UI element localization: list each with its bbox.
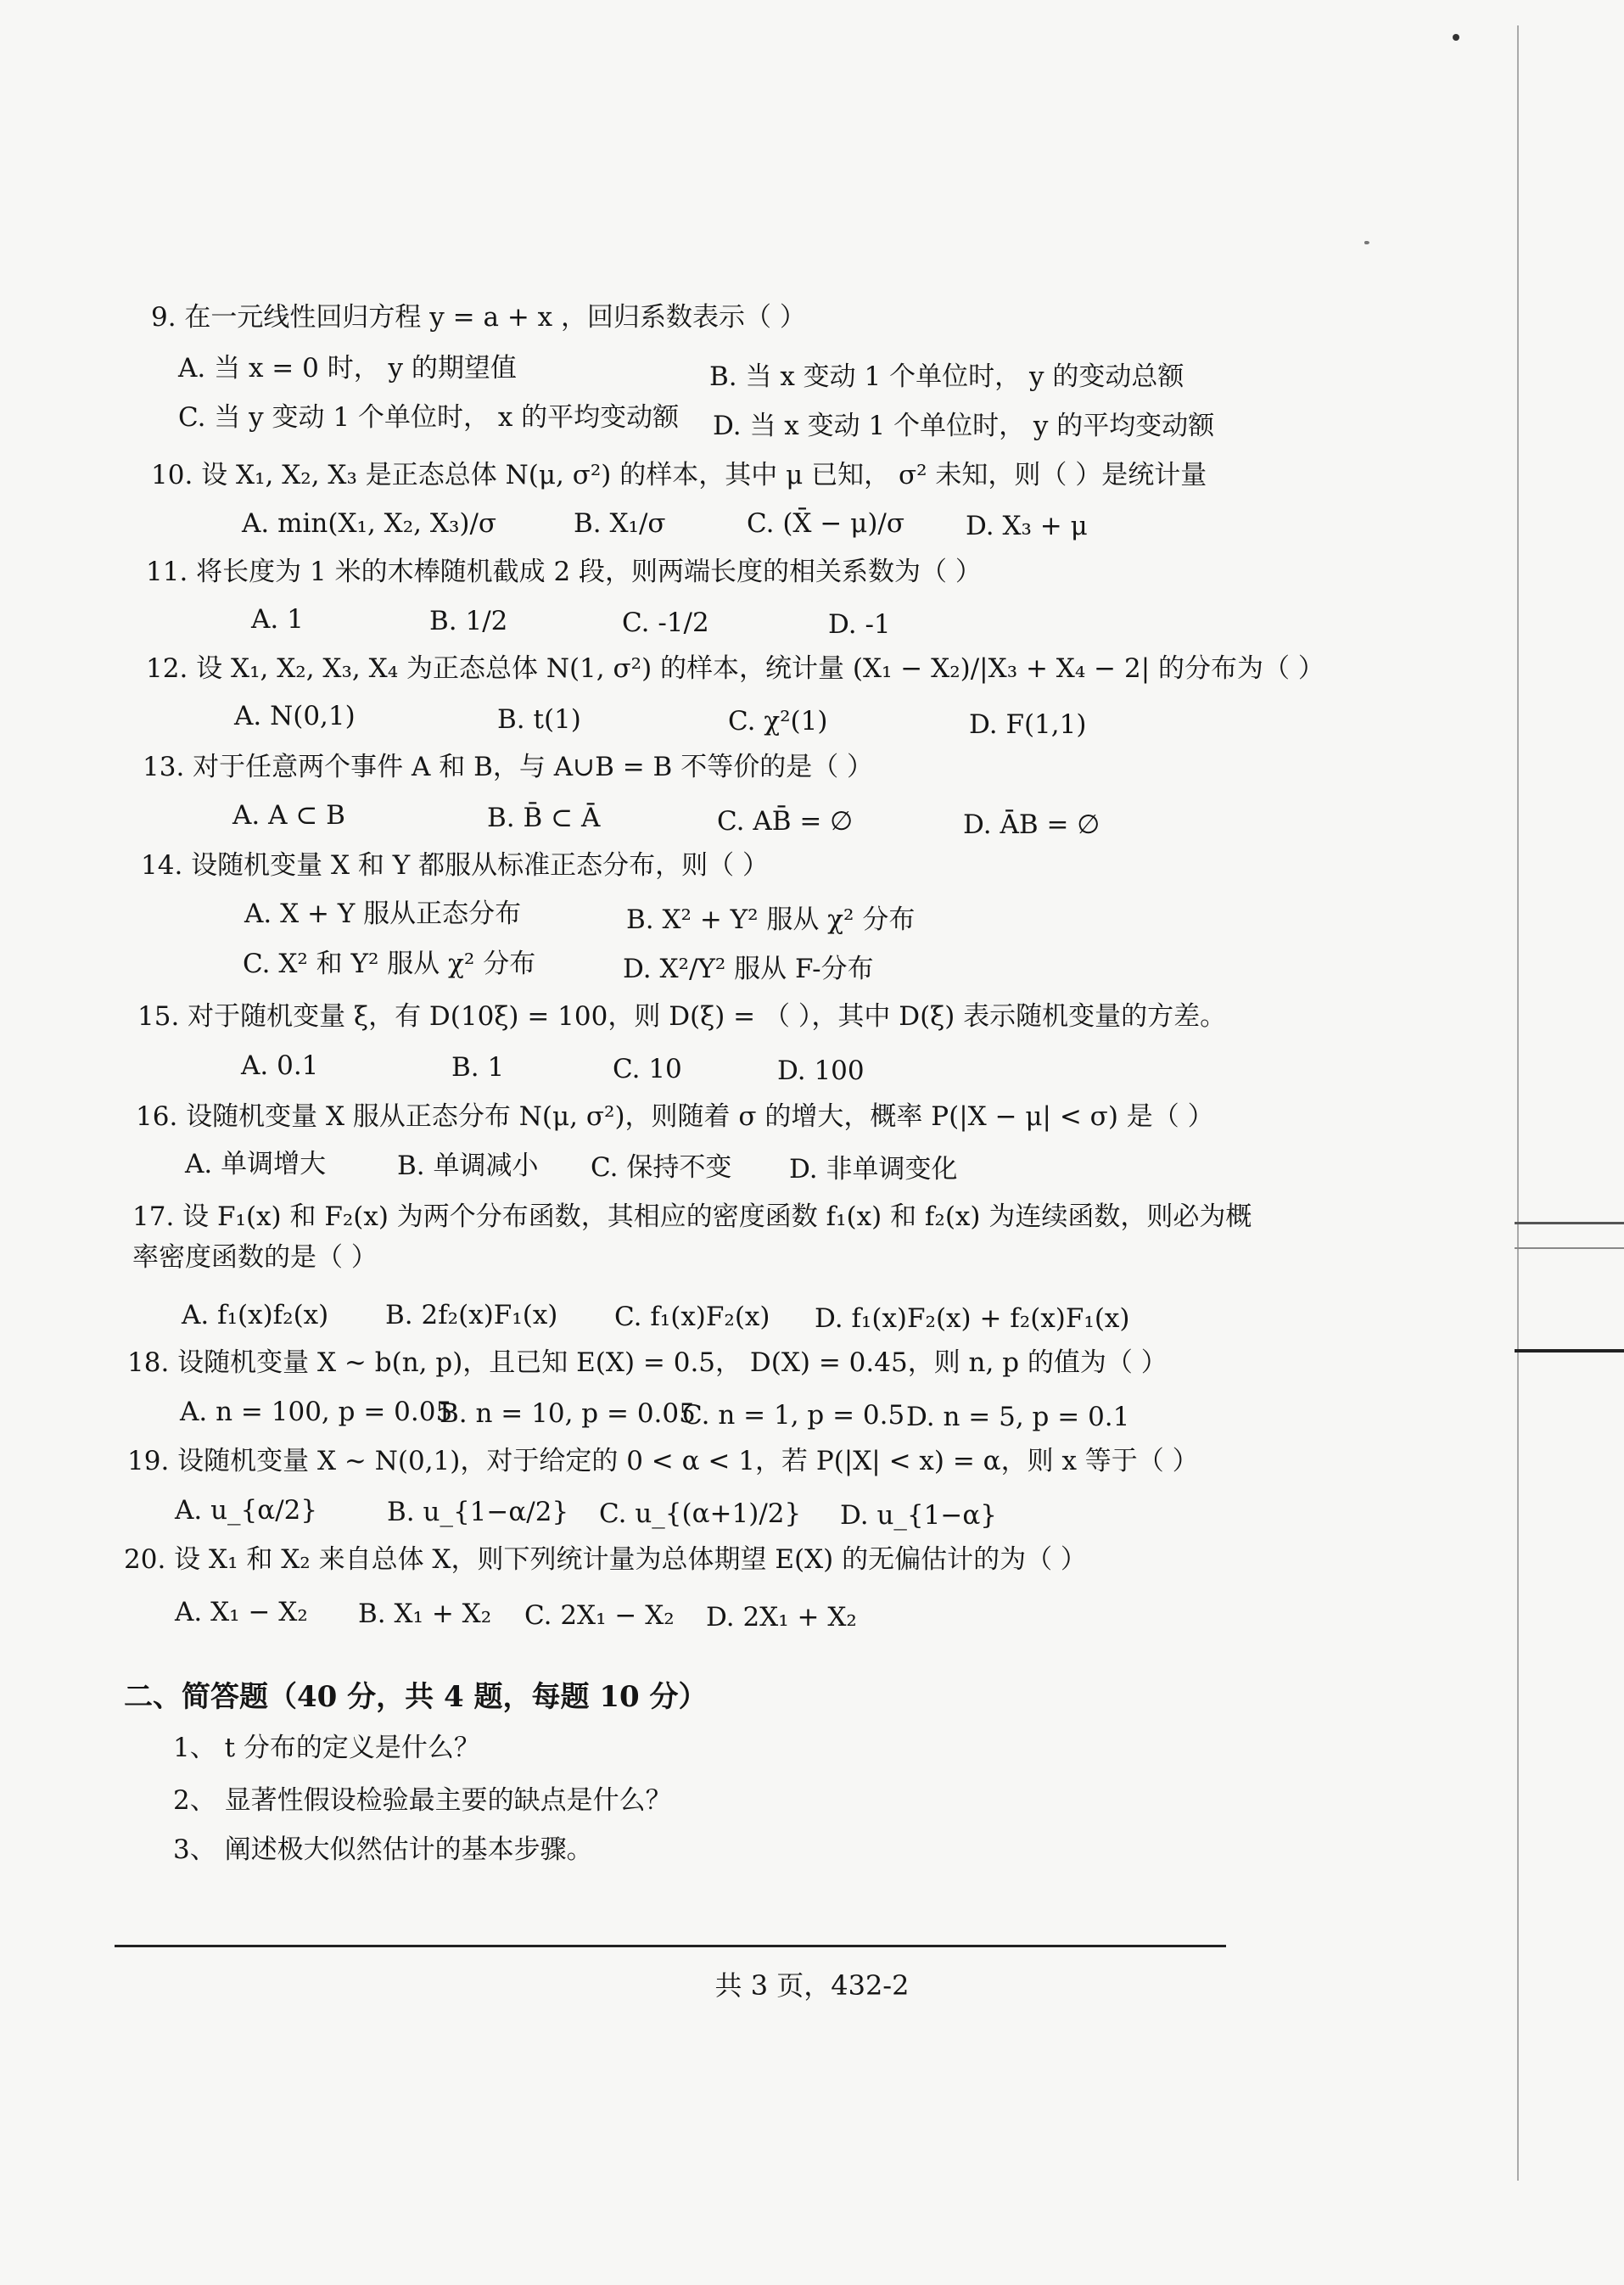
question-10-option-d: D. X₃ + μ — [966, 511, 1088, 541]
short-answer-2: 2、 显著性假设检验最主要的缺点是什么？ — [173, 1785, 672, 1816]
question-15-option-c: C. 10 — [613, 1054, 682, 1084]
question-9-option-c: C. 当 y 变动 1 个单位时， x 的平均变动额 — [178, 402, 680, 433]
question-14-option-b: B. X² + Y² 服从 χ² 分布 — [626, 904, 916, 935]
question-15-option-d: D. 100 — [777, 1056, 865, 1086]
question-18-option-d: D. n = 5, p = 0.1 — [906, 1402, 1130, 1432]
question-12-option-d: D. F(1,1) — [969, 709, 1087, 740]
question-15-stem: 15. 对于随机变量 ξ，有 D(10ξ) = 100，则 D(ξ) = （ ），其中 D(ξ) 表示随机变量的方差。 — [137, 1001, 1227, 1032]
question-13-stem: 13. 对于任意两个事件 A 和 B，与 A∪B = B 不等价的是（ ） — [143, 752, 874, 782]
question-13-option-d: D. ĀB = ∅ — [963, 809, 1100, 840]
question-10-option-b: B. X₁/σ — [574, 508, 666, 539]
question-11-option-d: D. -1 — [828, 609, 891, 640]
question-9-option-d: D. 当 x 变动 1 个单位时， y 的平均变动额 — [713, 411, 1215, 441]
question-18-stem: 18. 设随机变量 X ~ b(n, p)，且已知 E(X) = 0.5， D(X) = 0.45，则 n, p 的值为（ ） — [127, 1347, 1168, 1378]
question-11-option-a: A. 1 — [251, 604, 304, 635]
question-9-stem: 9. 在一元线性回归方程 y = a + x ，回归系数表示（ ） — [151, 302, 806, 333]
question-14-stem: 14. 设随机变量 X 和 Y 都服从标准正态分布，则（ ） — [141, 850, 769, 881]
scan-edge-line — [1517, 25, 1519, 2181]
question-19-option-a: A. u_{α/2} — [175, 1495, 318, 1526]
scan-mark — [1515, 1349, 1624, 1353]
question-9-option-b: B. 当 x 变动 1 个单位时， y 的变动总额 — [709, 361, 1184, 392]
question-17-option-b: B. 2f₂(x)F₁(x) — [385, 1300, 558, 1330]
question-20-option-c: C. 2X₁ − X₂ — [524, 1600, 675, 1631]
question-19-stem: 19. 设随机变量 X ~ N(0,1)，对于给定的 0 < α < 1，若 P(|X| < x) = α，则 x 等于（ ） — [127, 1446, 1199, 1476]
scan-speck — [1364, 241, 1368, 244]
question-17-stem: 17. 设 F₁(x) 和 F₂(x) 为两个分布函数，其相应的密度函数 f₁(x) 和 f₂(x) 为连续函数，则必为概 — [132, 1201, 1252, 1232]
question-16-stem: 16. 设随机变量 X 服从正态分布 N(μ, σ²)，则随着 σ 的增大，概率 P(|X − μ| < σ) 是（ ） — [136, 1101, 1214, 1132]
question-11-option-b: B. 1/2 — [429, 606, 508, 636]
question-12-option-b: B. t(1) — [497, 704, 581, 735]
question-13-option-a: A. A ⊂ B — [232, 800, 345, 831]
question-12-option-a: A. N(0,1) — [234, 701, 356, 731]
question-12-option-c: C. χ²(1) — [728, 706, 828, 736]
question-10-option-a: A. min(X₁, X₂, X₃)/σ — [242, 508, 497, 539]
question-20-option-a: A. X₁ − X₂ — [175, 1597, 308, 1627]
question-19-option-b: B. u_{1−α/2} — [387, 1497, 569, 1527]
question-18-option-c: C. n = 1, p = 0.5 — [682, 1400, 905, 1431]
question-12-stem: 12. 设 X₁, X₂, X₃, X₄ 为正态总体 N(1, σ²) 的样本，统计量 (X₁ − X₂)/|X₃ + X₄ − 2| 的分布为（ ） — [146, 653, 1324, 684]
question-14-option-d: D. X²/Y² 服从 F-分布 — [623, 954, 874, 984]
question-10-option-c: C. (X̄ − μ)/σ — [747, 508, 905, 539]
footer-divider — [115, 1945, 1226, 1947]
question-19-option-c: C. u_{(α+1)/2} — [599, 1498, 802, 1529]
question-20-stem: 20. 设 X₁ 和 X₂ 来自总体 X，则下列统计量为总体期望 E(X) 的无偏估计的为（ ） — [124, 1544, 1087, 1575]
question-16-option-c: C. 保持不变 — [591, 1152, 732, 1183]
question-18-option-b: B. n = 10, p = 0.05 — [440, 1398, 696, 1429]
scan-mark — [1515, 1247, 1624, 1249]
question-13-option-b: B. B̄ ⊂ Ā — [487, 803, 601, 833]
question-17-stem-continued: 率密度函数的是（ ） — [132, 1242, 378, 1273]
question-11-stem: 11. 将长度为 1 米的木棒随机截成 2 段，则两端长度的相关系数为（ ） — [146, 557, 982, 587]
question-15-option-b: B. 1 — [451, 1052, 505, 1083]
scan-mark — [1515, 1222, 1624, 1224]
question-19-option-d: D. u_{1−α} — [840, 1500, 998, 1531]
question-17-option-d: D. f₁(x)F₂(x) + f₂(x)F₁(x) — [815, 1303, 1130, 1334]
question-17-option-a: A. f₁(x)f₂(x) — [182, 1300, 329, 1330]
question-9-option-a: A. 当 x = 0 时， y 的期望值 — [178, 353, 517, 384]
page-footer: 共 3 页，432-2 — [714, 1969, 910, 2002]
short-answer-1: 1、 t 分布的定义是什么？ — [173, 1733, 480, 1763]
question-10-stem: 10. 设 X₁, X₂, X₃ 是正态总体 N(μ, σ²) 的样本，其中 μ 已知， σ² 未知，则（ ）是统计量 — [151, 460, 1207, 490]
short-answer-3: 3、 阐述极大似然估计的基本步骤。 — [173, 1834, 593, 1865]
question-14-option-c: C. X² 和 Y² 服从 χ² 分布 — [243, 949, 536, 979]
question-18-option-a: A. n = 100, p = 0.05 — [180, 1397, 453, 1427]
question-16-option-a: A. 单调增大 — [185, 1149, 327, 1179]
question-17-option-c: C. f₁(x)F₂(x) — [614, 1302, 770, 1332]
question-13-option-c: C. AB̄ = ∅ — [717, 806, 854, 837]
question-11-option-c: C. -1/2 — [622, 608, 709, 638]
question-20-option-b: B. X₁ + X₂ — [358, 1599, 492, 1629]
question-20-option-d: D. 2X₁ + X₂ — [706, 1602, 857, 1633]
question-14-option-a: A. X + Y 服从正态分布 — [244, 899, 522, 929]
question-16-option-b: B. 单调减小 — [397, 1151, 539, 1181]
scan-speck — [1453, 34, 1459, 41]
question-16-option-d: D. 非单调变化 — [789, 1154, 958, 1185]
question-15-option-a: A. 0.1 — [241, 1050, 319, 1081]
section-2-title: 二、简答题（40 分，共 4 题，每题 10 分） — [124, 1680, 708, 1714]
